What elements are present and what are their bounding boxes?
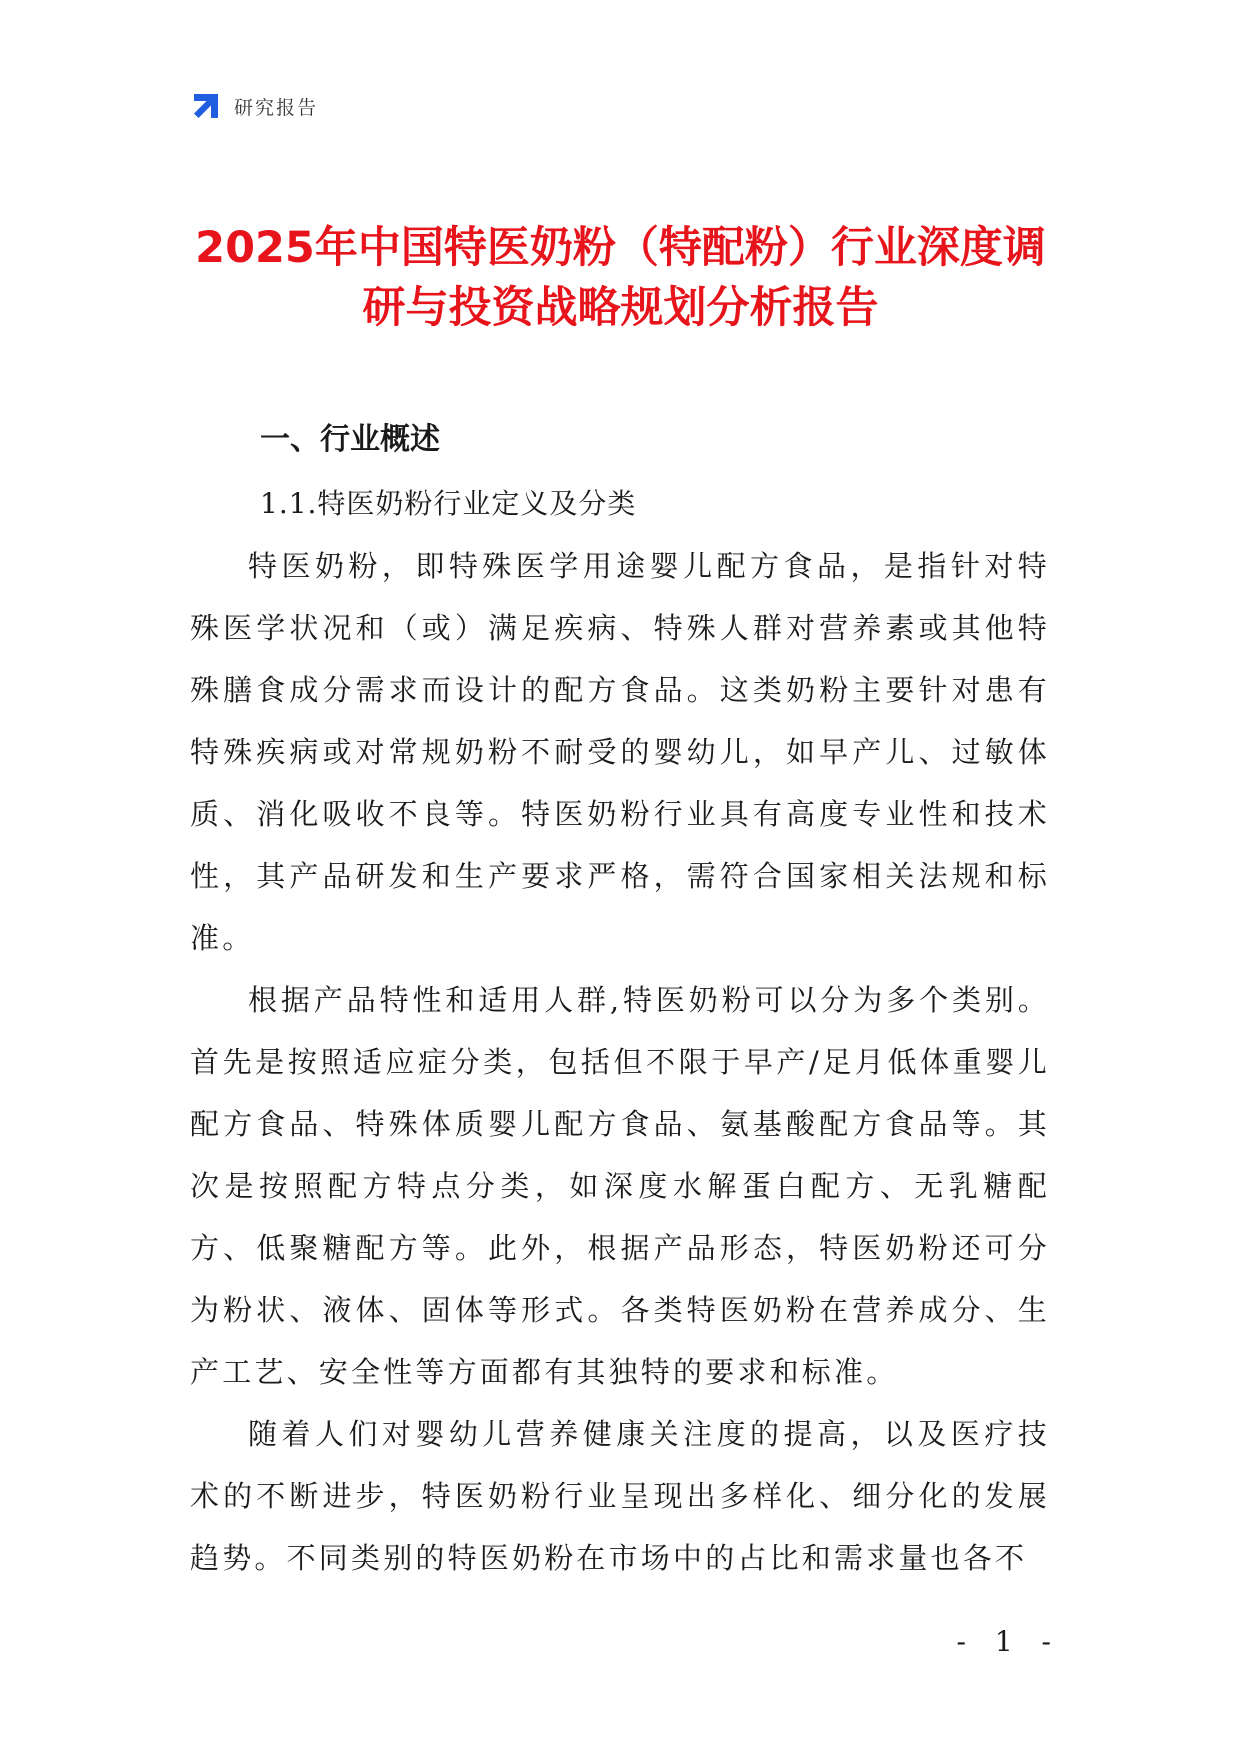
report-title-line-1: 2025年中国特医奶粉（特配粉）行业深度调 [195, 223, 1046, 273]
body-text [190, 535, 1050, 1589]
paragraph-trend: 随着人们对婴幼儿营养健康关注度的提高，以及医疗技术的不断进步，特医奶粉行业呈现出多样化、细分化的发展趋势。不同类别的特医奶粉在市场中的占比和需求量也各不 [190, 1417, 1050, 1575]
report-title [150, 218, 1091, 338]
paragraph-definition: 特医奶粉，即特殊医学用途婴儿配方食品，是指针对特殊医学状况和（或）满足疾病、特殊人群对营养素或其他特殊膳食成分需求而设计的配方食品。这类奶粉主要针对患有特殊疾病或对常规奶粉不耐受的婴幼儿，如早产儿、过敏体质、消化吸收不良等。特医奶粉行业具有高度专业性和技术性，其产品研发和生产要求严格，需符合国家相关法规和标准。 [190, 549, 1050, 955]
header-label: 研究报告 [234, 96, 319, 119]
arrow-up-right-icon [190, 90, 222, 122]
sub-heading: 1.1.特医奶粉行业定义及分类 [260, 487, 637, 520]
page-header [190, 88, 318, 124]
page-number: - 1 - [956, 1625, 1061, 1658]
report-title-line-2: 研与投资战略规划分析报告 [362, 283, 879, 333]
section-heading: 一、行业概述 [260, 422, 440, 457]
paragraph-classification: 根据产品特性和适用人群,特医奶粉可以分为多个类别。首先是按照适应症分类，包括但不限于早产/足月低体重婴儿配方食品、特殊体质婴儿配方食品、氨基酸配方食品等。其次是按照配方特点分类，如深度水解蛋白配方、无乳糖配方、低聚糖配方等。此外，根据产品形态，特医奶粉还可分为粉状、液体、固体等形式。各类特医奶粉在营养成分、生产工艺、安全性等方面都有其独特的要求和标准。 [190, 983, 1050, 1389]
